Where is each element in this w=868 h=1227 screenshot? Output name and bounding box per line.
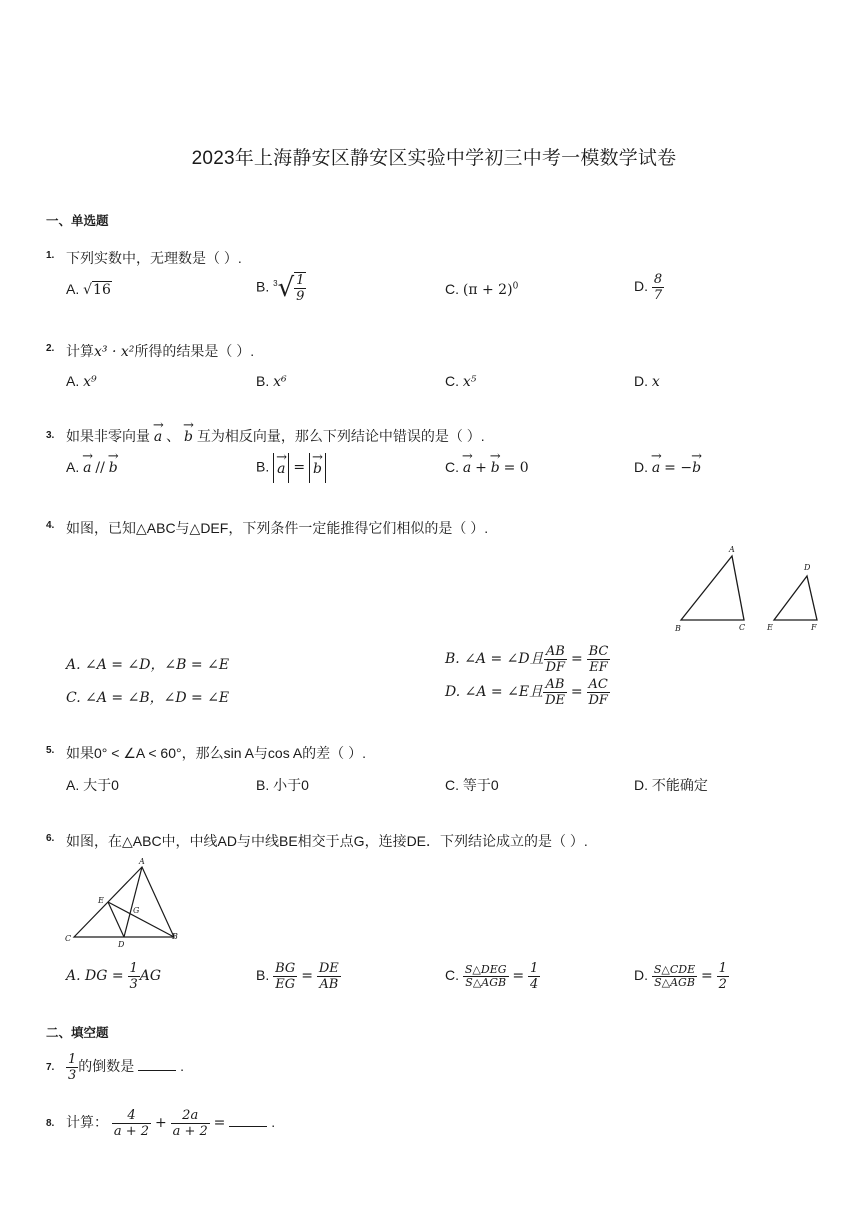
question-number: 8. — [46, 1118, 55, 1129]
label-a: A — [139, 857, 145, 866]
answer-blank[interactable] — [229, 1114, 267, 1127]
q6-option-d[interactable]: D. $\frac{\text{S△CDE}}{\text{S△AGB}}$ = $\frac{1}{2}$ — [634, 961, 727, 992]
label-g: G — [133, 906, 140, 915]
triangle-abc — [681, 556, 744, 620]
label-d: D — [804, 563, 811, 572]
question-number: 1. — [46, 250, 55, 261]
question-number: 2. — [46, 343, 55, 354]
answer-blank[interactable] — [138, 1058, 176, 1071]
question-8-text: 计算： $\frac{4}{a + 2}$ + $\frac{2a}{a + 2}$ = . — [66, 1108, 276, 1139]
q4-option-c[interactable]: C. ∠A = ∠B，∠D = ∠E — [66, 690, 230, 706]
question-3-text: 如果非零向量 → a 、 → b 互为相反向量，那么下列结论中错误的是（ ）. — [66, 424, 485, 446]
label-a: A — [729, 545, 735, 554]
q4-option-b[interactable]: B. ∠A = ∠D且 $\frac{AB}{DF}$ = $\frac{BC}{EF}$ — [445, 644, 609, 675]
label-c: C — [739, 623, 746, 632]
label-b: B — [675, 624, 681, 633]
question-2-text: 计算x³ · x²所得的结果是（ ）. — [66, 343, 255, 360]
question-number: 6. — [46, 833, 55, 844]
q1-option-a[interactable]: A. √16 — [66, 281, 111, 298]
q3-option-b[interactable]: B. → a = → b — [256, 453, 326, 483]
q1-option-c[interactable]: C. $(\pi + 2)^0$ — [445, 281, 519, 298]
question-5-text: 如果0° < ∠A < 60°，那么sin A与cos A的差（ ）. — [66, 745, 366, 761]
q2-option-d[interactable]: D. x — [634, 373, 660, 390]
question-number: 7. — [46, 1062, 55, 1073]
question-number: 4. — [46, 520, 55, 531]
q2-option-a[interactable]: A. x⁹ — [66, 373, 97, 390]
question-4-text: 如图，已知△ABC与△DEF，下列条件一定能推得它们相似的是（ ）. — [66, 520, 489, 536]
q6-option-a[interactable]: A. DG = $\frac{1}{3}$ AG — [66, 961, 162, 992]
section-heading-fill-blank: 二、填空题 — [46, 1026, 109, 1040]
q4-option-d[interactable]: D. ∠A = ∠E且 $\frac{AB}{DE}$ = $\frac{AC}{DF}$ — [445, 677, 608, 708]
fraction: $\frac{8}{7}$ — [653, 272, 663, 303]
question-number: 3. — [46, 430, 55, 441]
q5-option-a[interactable]: A. 大于0 — [66, 777, 119, 793]
triangle-abc — [74, 867, 174, 937]
q2-option-b[interactable]: B. x⁶ — [256, 373, 287, 390]
question-7-text: $\frac{1}{3}$ 的倒数是 . — [68, 1052, 184, 1083]
question-number: 5. — [46, 745, 55, 756]
question-1-text: 下列实数中，无理数是（ ）. — [66, 250, 242, 266]
label-e: E — [767, 623, 773, 632]
triangle-def — [774, 576, 817, 620]
label-f: F — [811, 623, 817, 632]
median-be — [108, 902, 174, 937]
q6-option-b[interactable]: B. $\frac{BG}{EG}$ = $\frac{DE}{AB}$ — [256, 961, 339, 992]
q5-option-c[interactable]: C. 等于0 — [445, 777, 499, 793]
q6-option-c[interactable]: C. $\frac{\text{S△DEG}}{\text{S△AGB}}$ = $\frac{1}{4}$ — [445, 961, 539, 992]
label-c: C — [65, 934, 72, 943]
q3-option-c[interactable]: C. → a + → b = 0 — [445, 455, 529, 476]
section-heading-single-choice: 一、单选题 — [46, 214, 109, 228]
label-d: D — [118, 940, 125, 949]
segment-de — [108, 902, 124, 937]
q5-option-d[interactable]: D. 不能确定 — [634, 777, 708, 793]
triangles-figure — [670, 540, 830, 635]
question-6-text: 如图，在△ABC中，中线AD与中线BE相交于点G，连接DE．下列结论成立的是（ ）. — [66, 833, 588, 849]
q3-option-d[interactable]: D. → a = −→ b — [634, 455, 701, 476]
q4-option-a[interactable]: A. ∠A = ∠D，∠B = ∠E — [66, 657, 230, 673]
q5-option-b[interactable]: B. 小于0 — [256, 777, 309, 793]
median-ad — [124, 867, 142, 937]
q3-option-a[interactable]: A. → a // → b — [66, 455, 118, 476]
q1-option-d[interactable]: D. $\frac{8}{7}$ — [634, 272, 663, 303]
q2-option-c[interactable]: C. x⁵ — [445, 373, 477, 390]
sqrt-expression: √16 — [83, 282, 111, 298]
fraction: $\frac{1}{9}$ — [296, 273, 305, 304]
q1-option-b[interactable]: B. $^3$√ $\frac{1}{9}$ — [256, 273, 305, 304]
triangle-median-figure — [62, 853, 187, 951]
label-e: E — [98, 896, 104, 905]
label-b: B — [172, 932, 178, 941]
page-title: 2023年上海静安区静安区实验中学初三中考一模数学试卷 — [191, 148, 677, 169]
